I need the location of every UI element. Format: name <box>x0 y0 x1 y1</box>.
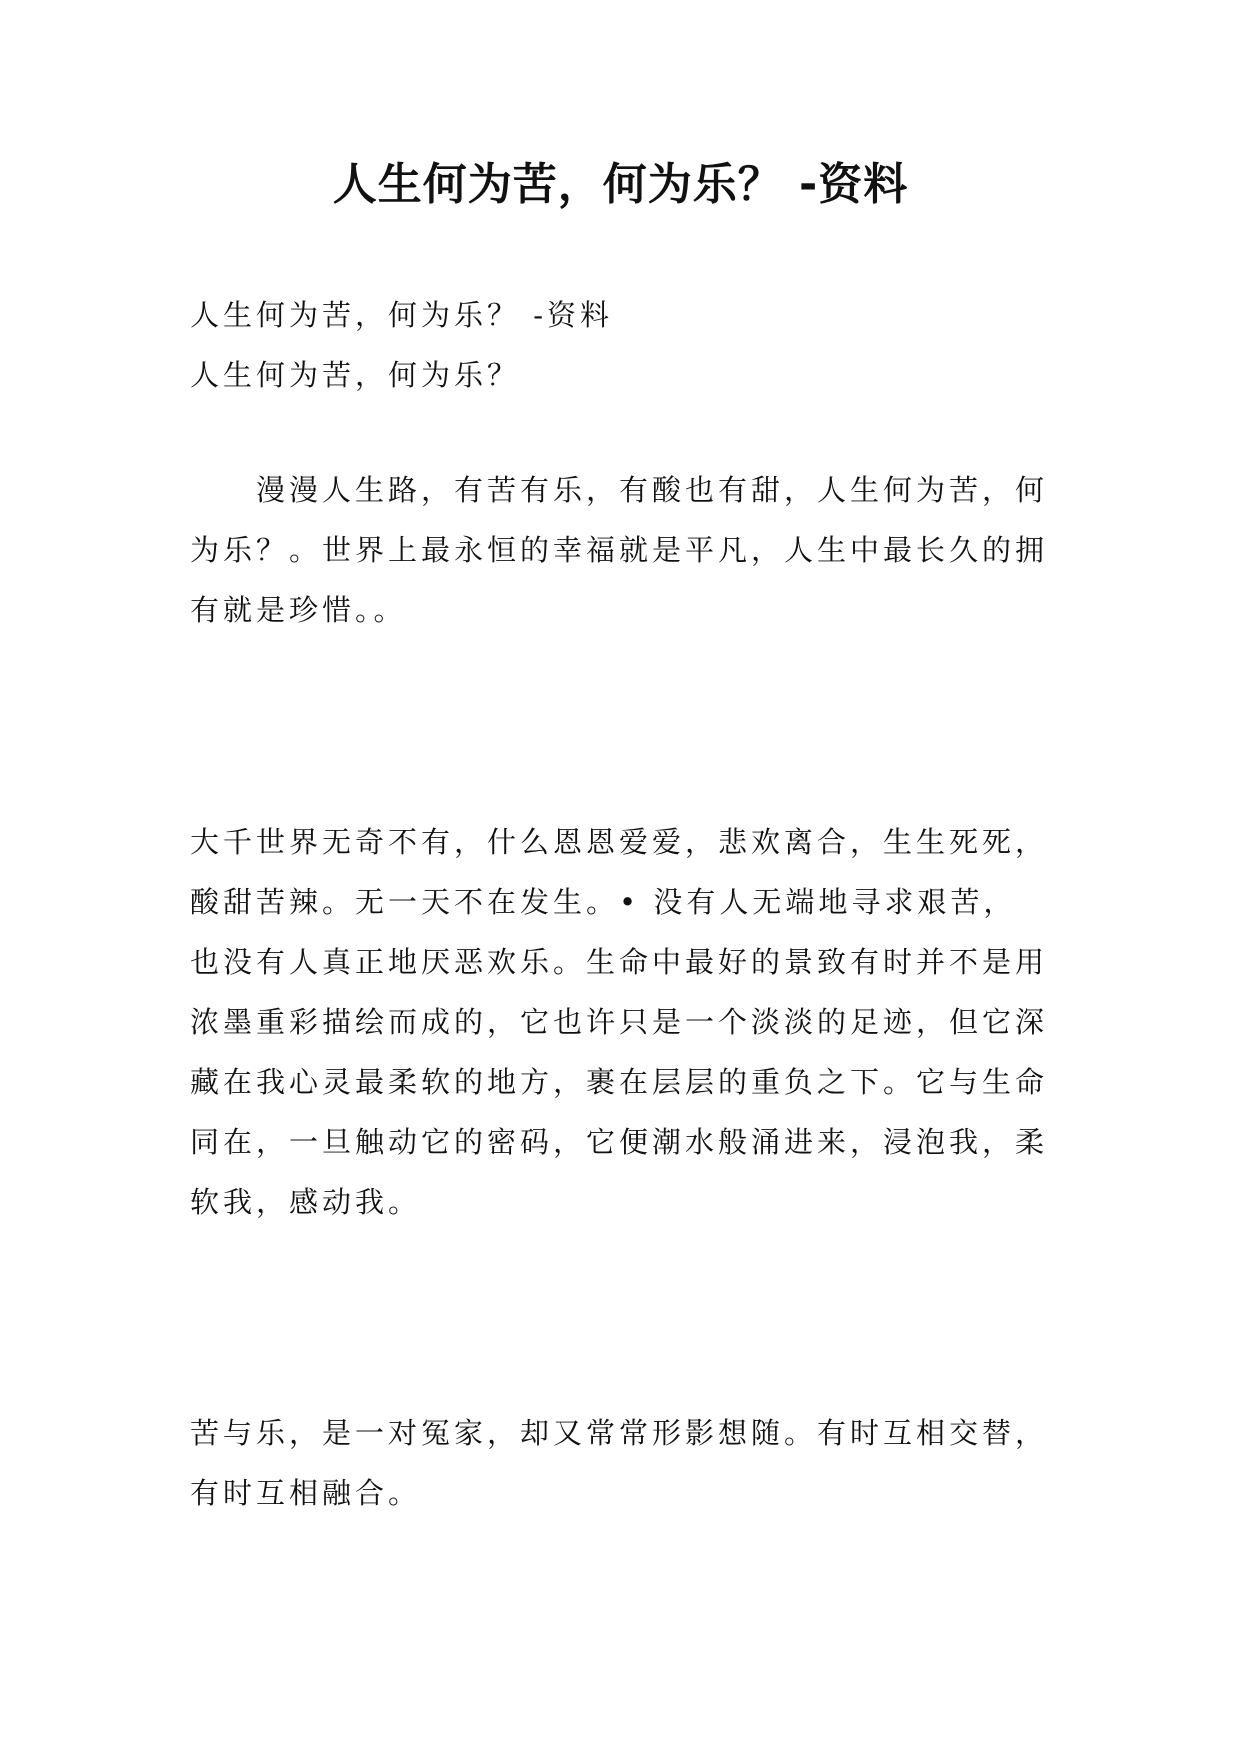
paragraph-1-line: 有就是珍惜。。 <box>190 593 407 627</box>
paragraph-3-line: 有时互相融合。 <box>190 1476 422 1510</box>
paragraph-1-line: 为乐？。世界上最永恒的幸福就是平凡，人生中最长久的拥 <box>190 533 1049 567</box>
subtitle-line: 人生何为苦，何为乐？ <box>190 358 521 392</box>
paragraph-2-line: 藏在我心灵最柔软的地方，裹在层层的重负之下。它与生命 <box>190 1065 1049 1099</box>
paragraph-2-line: 同在，一旦触动它的密码，它便潮水般涌进来，浸泡我，柔 <box>190 1125 1049 1159</box>
subtitle-line: 人生何为苦，何为乐？ -资料 <box>190 298 614 332</box>
paragraph-2-line: 软我，感动我。 <box>190 1185 422 1219</box>
document-title: 人生何为苦，何为乐？ -资料 <box>332 159 909 210</box>
paragraph-2-line: 大千世界无奇不有，什么恩恩爱爱，悲欢离合，生生死死， <box>190 825 1049 859</box>
paragraph-3-line: 苦与乐，是一对冤家，却又常常形影想随。有时互相交替， <box>190 1416 1049 1450</box>
paragraph-2-line: 也没有人真正地厌恶欢乐。生命中最好的景致有时并不是用 <box>190 945 1049 979</box>
paragraph-1-line: 漫漫人生路，有苦有乐，有酸也有甜，人生何为苦，何 <box>190 473 1049 507</box>
paragraph-2-line: 浓墨重彩描绘而成的，它也许只是一个淡淡的足迹，但它深 <box>190 1005 1049 1039</box>
paragraph-2-line: 酸甜苦辣。无一天不在发生。• 没有人无端地寻求艰苦， <box>190 885 1017 919</box>
